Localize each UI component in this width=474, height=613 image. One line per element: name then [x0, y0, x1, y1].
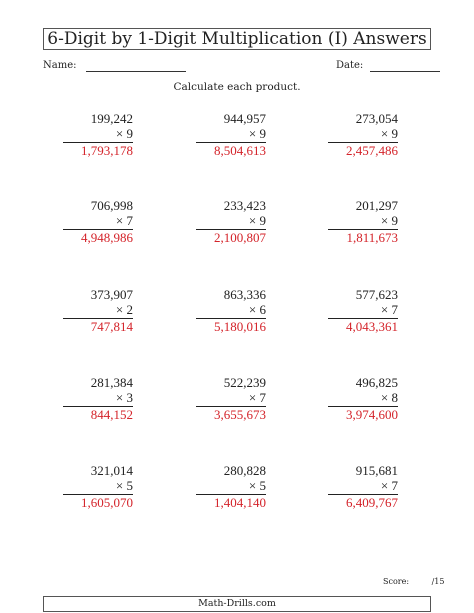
name-label: Name:	[43, 60, 77, 71]
score-total: /15	[431, 577, 445, 586]
problem-8	[196, 287, 266, 334]
problem-11	[196, 375, 266, 422]
multiplier: × 9	[248, 213, 266, 228]
problem-5	[196, 198, 266, 245]
multiplicand: 280,828	[223, 463, 266, 478]
product-answer: 3,655,673	[214, 407, 266, 422]
multiplier: × 9	[380, 126, 398, 141]
name-field	[43, 60, 186, 72]
multiplier: × 8	[380, 390, 398, 405]
multiplier: × 7	[380, 478, 398, 493]
product-answer: 2,457,486	[346, 143, 398, 158]
product-answer: 4,043,361	[346, 319, 398, 334]
score-label: Score:	[383, 577, 410, 586]
multiplicand: 281,384	[90, 375, 133, 390]
problem-7	[63, 287, 133, 334]
product-answer: 747,814	[90, 319, 133, 334]
product-answer: 1,404,140	[214, 495, 266, 510]
multiplier: × 7	[380, 302, 398, 317]
multiplier: × 7	[115, 213, 133, 228]
problem-12	[328, 375, 398, 422]
worksheet-title: 6-Digit by 1-Digit Multiplication (I) Answers	[43, 28, 431, 50]
product-answer: 3,974,600	[346, 407, 398, 422]
problem-15	[328, 463, 398, 510]
multiplicand: 577,623	[355, 287, 398, 302]
multiplicand: 863,336	[223, 287, 266, 302]
instruction-text: Calculate each product.	[173, 81, 301, 93]
problem-13	[63, 463, 133, 510]
multiplicand: 522,239	[223, 375, 266, 390]
score-field	[383, 577, 444, 587]
date-blank	[370, 60, 440, 72]
multiplier: × 9	[380, 213, 398, 228]
multiplicand: 233,423	[223, 198, 266, 213]
multiplicand: 273,054	[355, 111, 398, 126]
multiplier: × 5	[115, 478, 133, 493]
problem-4	[63, 198, 133, 245]
problem-6	[328, 198, 398, 245]
product-answer: 2,100,807	[214, 230, 266, 245]
product-answer: 844,152	[90, 407, 133, 422]
multiplicand: 915,681	[355, 463, 398, 478]
product-answer: 1,605,070	[81, 495, 133, 510]
multiplier: × 3	[115, 390, 133, 405]
multiplicand: 496,825	[355, 375, 398, 390]
product-answer: 5,180,016	[214, 319, 266, 334]
product-answer: 8,504,613	[214, 143, 266, 158]
multiplier: × 7	[248, 390, 266, 405]
date-label: Date:	[336, 60, 364, 71]
product-answer: 4,948,986	[81, 230, 133, 245]
multiplier: × 6	[248, 302, 266, 317]
problem-3	[328, 111, 398, 158]
problem-14	[196, 463, 266, 510]
date-field	[336, 60, 440, 72]
problem-10	[63, 375, 133, 422]
multiplicand: 706,998	[90, 198, 133, 213]
product-answer: 1,793,178	[81, 143, 133, 158]
multiplier: × 2	[115, 302, 133, 317]
multiplicand: 321,014	[90, 463, 133, 478]
multiplier: × 9	[115, 126, 133, 141]
multiplicand: 199,242	[90, 111, 133, 126]
problem-9	[328, 287, 398, 334]
problem-1	[63, 111, 133, 158]
multiplier: × 9	[248, 126, 266, 141]
product-answer: 1,811,673	[346, 230, 398, 245]
multiplicand: 944,957	[223, 111, 266, 126]
name-blank	[86, 60, 186, 72]
multiplicand: 373,907	[90, 287, 133, 302]
footer-site: Math-Drills.com	[43, 596, 431, 612]
multiplicand: 201,297	[355, 198, 398, 213]
product-answer: 6,409,767	[346, 495, 398, 510]
multiplier: × 5	[248, 478, 266, 493]
problem-2	[196, 111, 266, 158]
